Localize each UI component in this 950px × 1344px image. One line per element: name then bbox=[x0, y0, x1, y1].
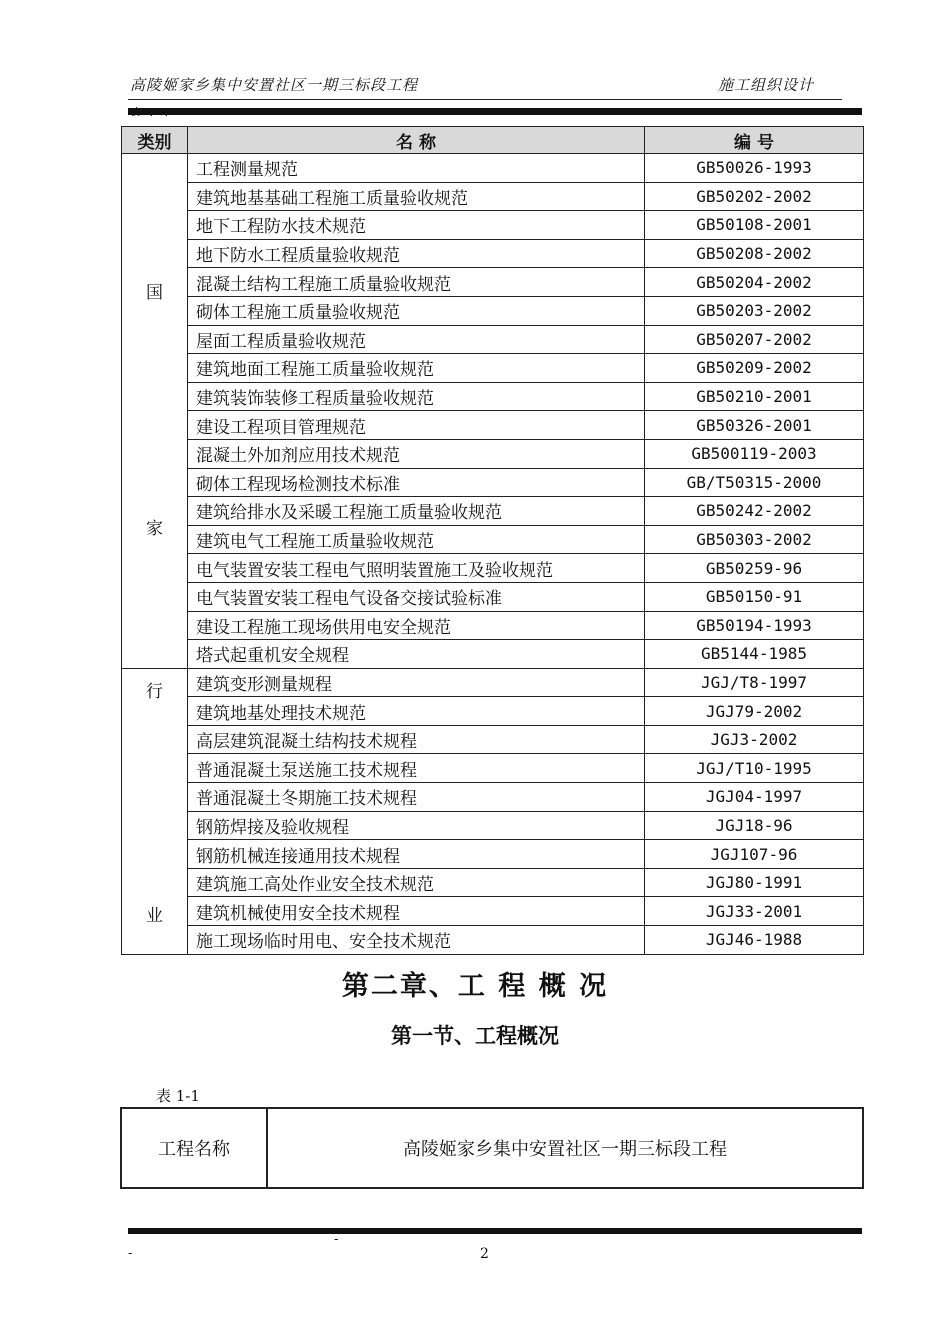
table-row bbox=[122, 783, 864, 812]
standard-name: 建设工程项目管理规范 bbox=[188, 411, 645, 440]
standard-code: GB50204-2002 bbox=[645, 268, 864, 297]
category-char: 家 bbox=[146, 519, 163, 539]
standard-name: 普通混凝土冬期施工技术规程 bbox=[188, 783, 645, 812]
standard-name: 工程测量规范 bbox=[188, 154, 645, 183]
footer-dash-left: - bbox=[128, 1246, 133, 1261]
standard-code: GB5144-1985 bbox=[645, 640, 864, 669]
table-row bbox=[122, 497, 864, 526]
standard-code: JGJ3-2002 bbox=[645, 725, 864, 754]
header-thick-rule bbox=[128, 108, 862, 115]
col-header-name: 名 称 bbox=[188, 127, 645, 154]
standard-code: GB50303-2002 bbox=[645, 525, 864, 554]
standard-code: JGJ46-1988 bbox=[645, 926, 864, 955]
standard-name: 电气装置安装工程电气设备交接试验标准 bbox=[188, 582, 645, 611]
standard-name: 塔式起重机安全规程 bbox=[188, 640, 645, 669]
table-row bbox=[122, 926, 864, 955]
standard-code: GB50194-1993 bbox=[645, 611, 864, 640]
standard-code: GB50203-2002 bbox=[645, 296, 864, 325]
standard-code: GB500119-2003 bbox=[645, 439, 864, 468]
standard-code: GB50150-91 bbox=[645, 582, 864, 611]
standard-code: GB50108-2001 bbox=[645, 211, 864, 240]
table-row bbox=[122, 868, 864, 897]
standard-code: JGJ80-1991 bbox=[645, 868, 864, 897]
standard-name: 建筑地面工程施工质量验收规范 bbox=[188, 354, 645, 383]
standards-header-row bbox=[122, 127, 864, 154]
category-cell-national bbox=[122, 154, 188, 669]
table-label: 表 1-1 bbox=[156, 1087, 200, 1105]
standard-code: JGJ/T10-1995 bbox=[645, 754, 864, 783]
standard-name: 混凝土外加剂应用技术规范 bbox=[188, 439, 645, 468]
table-row bbox=[122, 840, 864, 869]
standard-name: 建筑地基基础工程施工质量验收规范 bbox=[188, 182, 645, 211]
category-char: 国 bbox=[146, 283, 163, 303]
section-title: 第一节、工程概况 bbox=[391, 1023, 559, 1048]
standard-code: JGJ107-96 bbox=[645, 840, 864, 869]
table-row bbox=[122, 640, 864, 669]
standard-code: JGJ04-1997 bbox=[645, 783, 864, 812]
standard-code: JGJ/T8-1997 bbox=[645, 668, 864, 697]
table-row bbox=[122, 154, 864, 183]
standard-code: GB/T50315-2000 bbox=[645, 468, 864, 497]
table-row bbox=[122, 239, 864, 268]
table-row bbox=[122, 211, 864, 240]
table-row bbox=[122, 354, 864, 383]
standard-name: 砌体工程现场检测技术标准 bbox=[188, 468, 645, 497]
standard-name: 建筑装饰装修工程质量验收规范 bbox=[188, 382, 645, 411]
table-row bbox=[122, 725, 864, 754]
table-row bbox=[122, 182, 864, 211]
header-divider bbox=[128, 99, 842, 100]
table-row bbox=[122, 697, 864, 726]
standard-name: 地下工程防水技术规范 bbox=[188, 211, 645, 240]
standard-code: GB50259-96 bbox=[645, 554, 864, 583]
standard-name: 普通混凝土泵送施工技术规程 bbox=[188, 754, 645, 783]
standard-code: GB50242-2002 bbox=[645, 497, 864, 526]
standard-name: 地下防水工程质量验收规范 bbox=[188, 239, 645, 268]
standards-table-body bbox=[122, 154, 864, 955]
standard-name: 建筑机械使用安全技术规程 bbox=[188, 897, 645, 926]
standard-code: GB50210-2001 bbox=[645, 382, 864, 411]
table-row bbox=[122, 268, 864, 297]
standard-name: 建设工程施工现场供用电安全规范 bbox=[188, 611, 645, 640]
standard-code: GB50326-2001 bbox=[645, 411, 864, 440]
table-row bbox=[122, 296, 864, 325]
table-row bbox=[122, 411, 864, 440]
table-row bbox=[122, 468, 864, 497]
standard-code: GB50209-2002 bbox=[645, 354, 864, 383]
project-name-label: 工程名称 bbox=[121, 1108, 267, 1188]
standard-name: 建筑给排水及采暖工程施工质量验收规范 bbox=[188, 497, 645, 526]
standard-code: GB50026-1993 bbox=[645, 154, 864, 183]
project-info-table bbox=[120, 1107, 864, 1189]
standard-name: 砌体工程施工质量验收规范 bbox=[188, 296, 645, 325]
standard-name: 钢筋焊接及验收规程 bbox=[188, 811, 645, 840]
standard-name: 高层建筑混凝土结构技术规程 bbox=[188, 725, 645, 754]
category-char: 行 bbox=[146, 681, 163, 702]
standard-name: 屋面工程质量验收规范 bbox=[188, 325, 645, 354]
chapter-title: 第二章、工 程 概 况 bbox=[341, 971, 609, 1002]
standard-code: JGJ18-96 bbox=[645, 811, 864, 840]
standard-code: GB50202-2002 bbox=[645, 182, 864, 211]
col-header-code: 编 号 bbox=[645, 127, 864, 154]
standard-code: JGJ33-2001 bbox=[645, 897, 864, 926]
footer-dash-mid: - bbox=[334, 1232, 339, 1247]
table-row bbox=[122, 382, 864, 411]
footer-thick-rule bbox=[128, 1228, 862, 1234]
page-number: 2 bbox=[480, 1246, 489, 1262]
standard-name: 施工现场临时用电、安全技术规范 bbox=[188, 926, 645, 955]
table-row bbox=[122, 754, 864, 783]
table-row bbox=[122, 325, 864, 354]
category-char: 业 bbox=[146, 905, 163, 926]
standards-table bbox=[121, 126, 864, 955]
project-info-row bbox=[121, 1108, 863, 1188]
header-project-title: 高陵姬家乡集中安置社区一期三标段工程 bbox=[130, 76, 419, 94]
header-doc-type: 施工组织设计 bbox=[718, 76, 815, 94]
standard-name: 建筑变形测量规程 bbox=[188, 668, 645, 697]
standard-code: JGJ79-2002 bbox=[645, 697, 864, 726]
standard-name: 建筑电气工程施工质量验收规范 bbox=[188, 525, 645, 554]
table-row bbox=[122, 582, 864, 611]
table-row bbox=[122, 668, 864, 697]
table-row bbox=[122, 811, 864, 840]
table-row bbox=[122, 554, 864, 583]
category-cell-industry bbox=[122, 668, 188, 954]
standard-code: GB50207-2002 bbox=[645, 325, 864, 354]
standard-name: 混凝土结构工程施工质量验收规范 bbox=[188, 268, 645, 297]
standard-code: GB50208-2002 bbox=[645, 239, 864, 268]
table-row bbox=[122, 525, 864, 554]
project-name-value: 高陵姬家乡集中安置社区一期三标段工程 bbox=[267, 1108, 863, 1188]
standard-name: 钢筋机械连接通用技术规程 bbox=[188, 840, 645, 869]
standard-name: 建筑地基处理技术规范 bbox=[188, 697, 645, 726]
col-header-category: 类别 bbox=[122, 127, 188, 154]
standard-name: 建筑施工高处作业安全技术规范 bbox=[188, 868, 645, 897]
table-row bbox=[122, 897, 864, 926]
standard-name: 电气装置安装工程电气照明装置施工及验收规范 bbox=[188, 554, 645, 583]
table-row bbox=[122, 611, 864, 640]
table-row bbox=[122, 439, 864, 468]
